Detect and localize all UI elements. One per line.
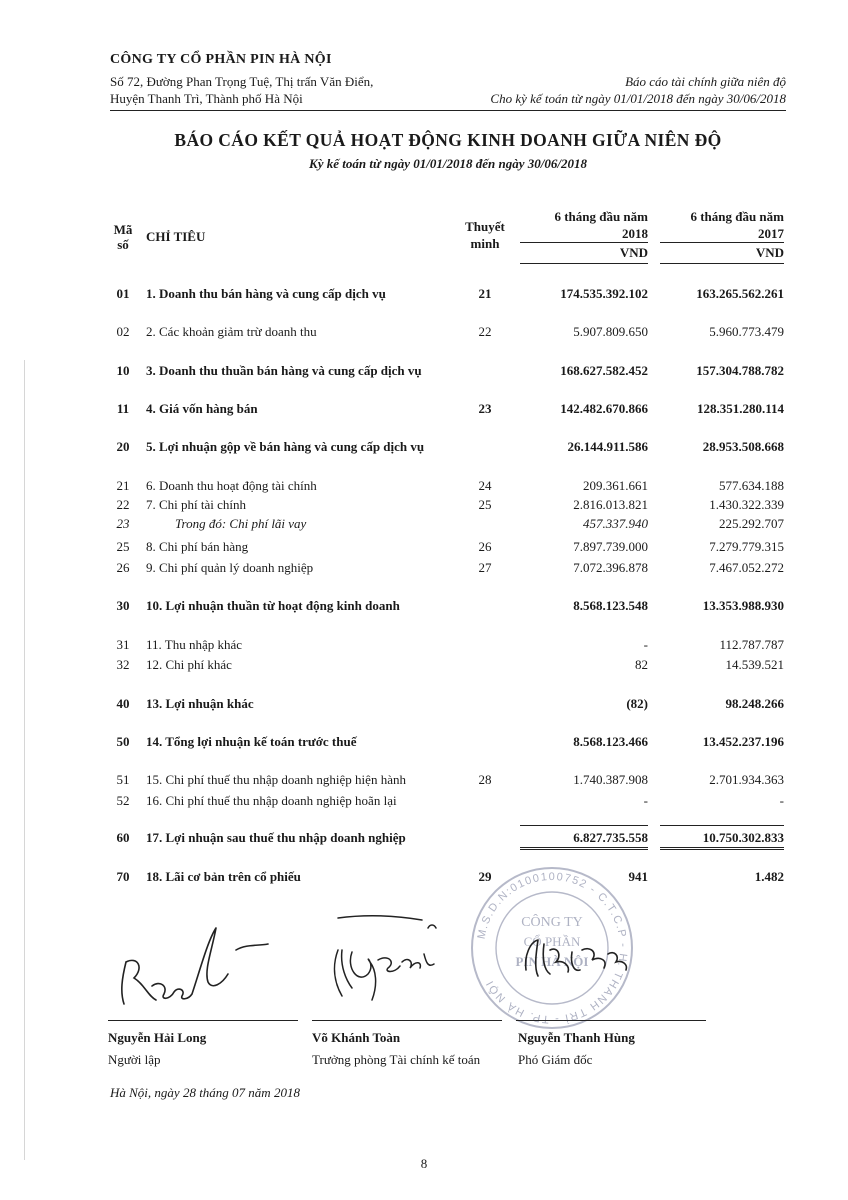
row-item: 1. Doanh thu bán hàng và cung cấp dịch vụ [146,286,386,301]
document-title: BÁO CÁO KẾT QUẢ HOẠT ĐỘNG KINH DOANH GIỮA NIÊN ĐỘ [174,130,722,150]
row-value-2017: 28.953.508.668 [702,439,784,454]
row-note: 23 [478,401,492,416]
row-item: 2. Các khoản giảm trừ doanh thu [146,324,317,339]
row-code: 11 [116,401,130,416]
row-item: 15. Chi phí thuế thu nhập doanh nghiệp hiện hành [146,772,406,787]
row-value-2017: 98.248.266 [725,696,784,711]
table-row-52 [0,793,848,811]
row-code: 30 [116,598,130,613]
row-value-2018: 8.568.123.548 [573,598,648,613]
row-value-2018: 7.072.396.878 [573,560,648,575]
company-address-line1: Số 72, Đường Phan Trọng Tuệ, Thị trấn Văn Điển, [110,74,374,89]
table-row-32 [0,657,848,675]
document-subtitle: Kỳ kế toán từ ngày 01/01/2018 đến ngày 30/06/2018 [309,156,587,171]
chief-accountant-role: Trưởng phòng Tài chính kế toán [312,1052,481,1067]
row-value-2017: 13.452.237.196 [702,734,784,749]
row-value-2018: 26.144.911.586 [567,439,648,454]
row-code: 21 [116,478,130,493]
row-value-2018: 82 [635,657,648,672]
signature-line-preparer [108,1020,298,1021]
scan-margin-line [24,360,25,1160]
header-unit-2018-rule [520,263,648,264]
table-row-30 [0,598,848,616]
table-row-25 [0,539,848,557]
table-row-26 [0,560,848,578]
header-col-2018 [520,208,648,242]
table-row-40 [0,696,848,714]
table-row-51 [0,772,848,790]
row-value-2018: - [643,793,648,808]
row-value-2018: - [643,637,648,652]
row-item: 3. Doanh thu thuần bán hàng và cung cấp dịch vụ [146,363,422,378]
row-code: 40 [116,696,130,711]
row-value-2017: 225.292.707 [719,516,784,531]
row-note: 27 [478,560,492,575]
header-code-line2: số [117,237,129,252]
table-row-60 [0,830,848,848]
row-code: 51 [116,772,130,787]
row-value-2017: 112.787.787 [719,637,784,652]
row-item: 8. Chi phí bán hàng [146,539,249,554]
row-code: 02 [116,324,130,339]
header-col-2018-rule [520,242,648,243]
header-col-2017-line1: 6 tháng đầu năm [690,209,784,224]
row-value-2018: 209.361.661 [583,478,648,493]
signature-preparer [108,900,278,1010]
row-code: 60 [116,830,130,845]
row-code: 26 [116,560,130,575]
table-row-20 [0,439,848,457]
deputy-director-name: Nguyễn Thanh Hùng [518,1030,635,1045]
row-item: 4. Giá vốn hàng bán [146,401,258,416]
company-name: CÔNG TY CỔ PHẦN PIN HÀ NỘI [110,52,332,67]
table-row-10 [0,363,848,381]
row-code: 31 [116,637,130,652]
report-period: Cho kỳ kế toán từ ngày 01/01/2018 đến ngày 30/06/2018 [490,91,786,106]
header-code [108,222,138,252]
stamp-line3: PIN HÀ NỘI [515,954,589,969]
row-item: Trong đó: Chi phí lãi vay [175,516,307,531]
header-col-2018-line2: 2018 [622,226,648,241]
row-code: 10 [116,363,130,378]
header-unit-2018: VND [619,245,648,260]
row-item: 9. Chi phí quản lý doanh nghiệp [146,560,314,575]
row-item: 11. Thu nhập khác [146,637,243,652]
row-item: 5. Lợi nhuận gộp về bán hàng và cung cấp dịch vụ [146,439,425,454]
table-row-31 [0,637,848,655]
row-value-2018: 6.827.735.558 [573,830,648,845]
row-value-2017: 157.304.788.782 [696,363,784,378]
row-value-2017: 163.265.562.261 [696,286,784,301]
signature-line-deputy-director [516,1020,706,1021]
subtotal-rule-2017 [660,825,784,826]
signature-chief-accountant [318,910,468,1010]
row-value-2017: 1.430.322.339 [709,497,784,512]
header-item: CHỈ TIÊU [146,229,206,244]
row-item: 14. Tổng lợi nhuận kế toán trước thuế [146,734,357,749]
row-value-2018: 941 [628,869,648,884]
row-value-2017: - [779,793,784,808]
row-code: 25 [116,539,130,554]
row-value-2018: 8.568.123.466 [573,734,648,749]
table-row-01 [0,286,848,304]
row-item: 6. Doanh thu hoạt động tài chính [146,478,317,493]
row-item: 7. Chi phí tài chính [146,497,247,512]
header-note-line1: Thuyết [465,219,505,234]
preparer-role: Người lập [108,1052,161,1067]
total-double-rule-2018 [520,847,648,850]
row-value-2017: 5.960.773.479 [709,324,784,339]
row-code: 70 [116,869,130,884]
table-row-02 [0,324,848,342]
row-value-2017: 7.467.052.272 [709,560,784,575]
row-value-2018: 7.897.739.000 [573,539,648,554]
row-value-2018: 168.627.582.452 [560,363,648,378]
table-row-22 [0,497,848,515]
row-value-2017: 1.482 [754,869,784,884]
row-item: 13. Lợi nhuận khác [146,696,254,711]
signature-deputy-director [510,920,650,1000]
header-note-line2: minh [470,236,500,251]
table-row-70 [0,869,848,887]
row-value-2018: 457.337.940 [583,516,648,531]
table-row-21 [0,478,848,496]
header-divider [110,110,786,111]
subtotal-rule-2018 [520,825,648,826]
stamp-ring-text: M.S.D.N:0100100752 - C.T.C.P - H. THANH TRÌ - TP. HÀ NỘI [475,870,630,1026]
row-value-2018: 142.482.670.866 [560,401,648,416]
report-type: Báo cáo tài chính giữa niên độ [625,74,786,89]
chief-accountant-name: Võ Khánh Toàn [312,1030,401,1045]
row-value-2017: 2.701.934.363 [709,772,784,787]
preparer-name: Nguyễn Hải Long [108,1030,207,1045]
header-note [455,218,515,252]
table-row-23 [0,516,848,534]
row-code: 32 [116,657,130,672]
header-col-2017-line2: 2017 [758,226,784,241]
page-number: 8 [420,1156,428,1171]
header-col-2017 [660,208,784,242]
header-col-2018-line1: 6 tháng đầu năm [554,209,648,224]
stamp-line1: CÔNG TY [521,915,583,930]
row-value-2018: 174.535.392.102 [560,286,648,301]
row-note: 26 [478,539,492,554]
row-value-2017: 7.279.779.315 [709,539,784,554]
deputy-director-role: Phó Giám đốc [518,1052,593,1067]
row-value-2017: 14.539.521 [725,657,784,672]
row-code: 22 [116,497,130,512]
row-code: 23 [116,516,130,531]
header-col-2017-rule [660,242,784,243]
row-code: 50 [116,734,130,749]
row-item: 10. Lợi nhuận thuần từ hoạt động kinh doanh [146,598,400,613]
header-unit-2017-rule [660,263,784,264]
total-double-rule-2017 [660,847,784,850]
row-value-2018: 1.740.387.908 [573,772,648,787]
signature-line-chief-accountant [312,1020,502,1021]
row-note: 22 [478,324,492,339]
row-item: 12. Chi phí khác [146,657,232,672]
header-unit-2017: VND [755,245,784,260]
row-code: 20 [116,439,130,454]
header-code-line1: Mã [113,222,133,237]
row-note: 21 [478,286,492,301]
row-note: 24 [478,478,492,493]
row-value-2018: 5.907.809.650 [573,324,648,339]
row-code: 52 [116,793,130,808]
company-address-line2: Huyện Thanh Trì, Thành phố Hà Nội [110,91,303,106]
row-note: 28 [478,772,492,787]
place-date: Hà Nội, ngày 28 tháng 07 năm 2018 [110,1085,300,1100]
row-value-2017: 577.634.188 [719,478,784,493]
row-value-2017: 13.353.988.930 [702,598,784,613]
row-item: 16. Chi phí thuế thu nhập doanh nghiệp hoãn lại [146,793,397,808]
table-row-11 [0,401,848,419]
row-value-2017: 10.750.302.833 [702,830,784,845]
row-value-2018: 2.816.013.821 [573,497,648,512]
row-value-2018: (82) [626,696,648,711]
row-note: 29 [478,869,492,884]
row-note: 25 [478,497,492,512]
table-row-50 [0,734,848,752]
stamp-line2: CỔ PHẦN [523,934,581,949]
row-code: 01 [116,286,130,301]
row-item: 17. Lợi nhuận sau thuế thu nhập doanh nghiệp [146,830,406,845]
row-item: 18. Lãi cơ bản trên cổ phiếu [146,869,301,884]
row-value-2017: 128.351.280.114 [696,401,784,416]
